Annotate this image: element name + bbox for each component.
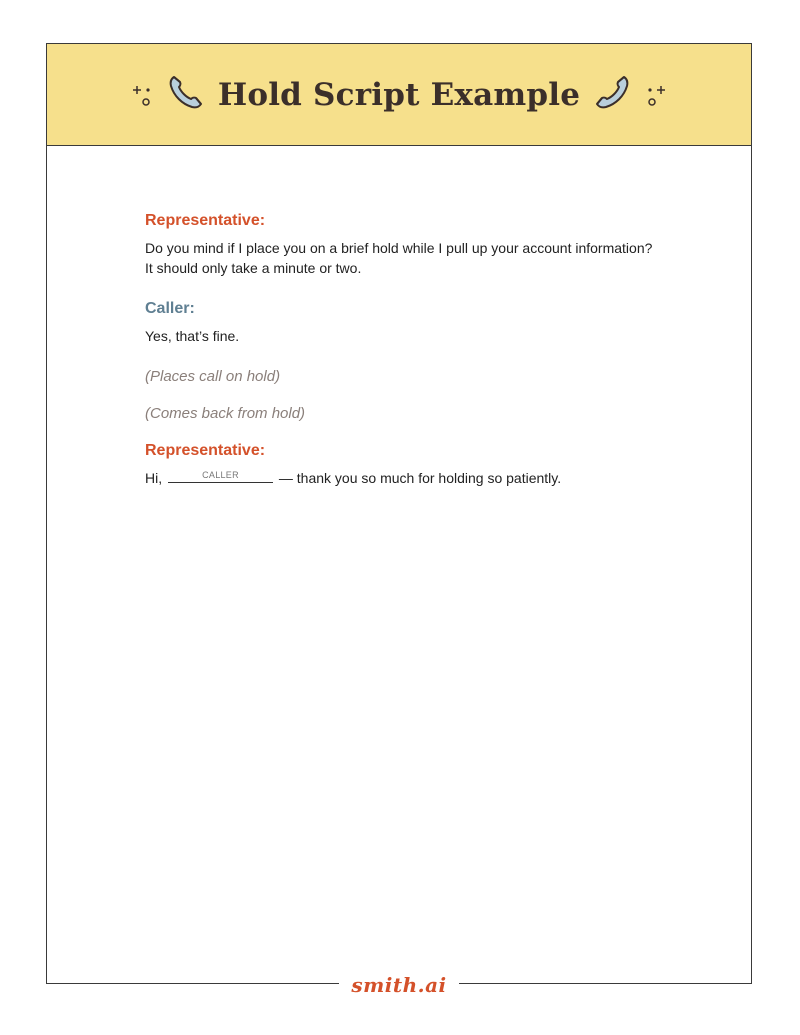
- header-banner: [47, 44, 751, 146]
- page-title: Hold Script Example: [217, 76, 581, 113]
- caller-name-blank: [168, 468, 273, 483]
- blank-label: CALLER: [202, 470, 239, 480]
- phone-right-icon: [592, 72, 632, 117]
- dialogue-rest: — thank you so much for holding so patiently.: [278, 470, 562, 486]
- dialogue-line: It should only take a minute or two.: [145, 260, 362, 276]
- dialogue-line: Yes, that’s fine.: [145, 328, 240, 344]
- caller-turn-1: [145, 300, 685, 346]
- script-content: [145, 212, 685, 510]
- rep-turn-1: [145, 212, 685, 278]
- dialogue-line: Do you mind if I place you on a brief hold while I pull up your account information?: [145, 240, 653, 256]
- greeting-text: Hi,: [145, 470, 163, 486]
- stage-direction: (Places call on hold): [145, 368, 281, 385]
- page-frame: [46, 43, 752, 997]
- smith-ai-logo: smith.ai: [339, 974, 458, 996]
- stage-direction: (Comes back from hold): [145, 405, 306, 422]
- rep-turn-2: [145, 442, 685, 488]
- speaker-caller: Caller:: [145, 300, 195, 317]
- sparkle-right-icon: [644, 82, 666, 108]
- speaker-representative: Representative:: [145, 442, 266, 459]
- phone-left-icon: [166, 72, 206, 117]
- dialogue-line: [145, 468, 685, 488]
- speaker-representative: Representative:: [145, 212, 266, 229]
- footer: [47, 974, 751, 996]
- sparkle-left-icon: [132, 82, 154, 108]
